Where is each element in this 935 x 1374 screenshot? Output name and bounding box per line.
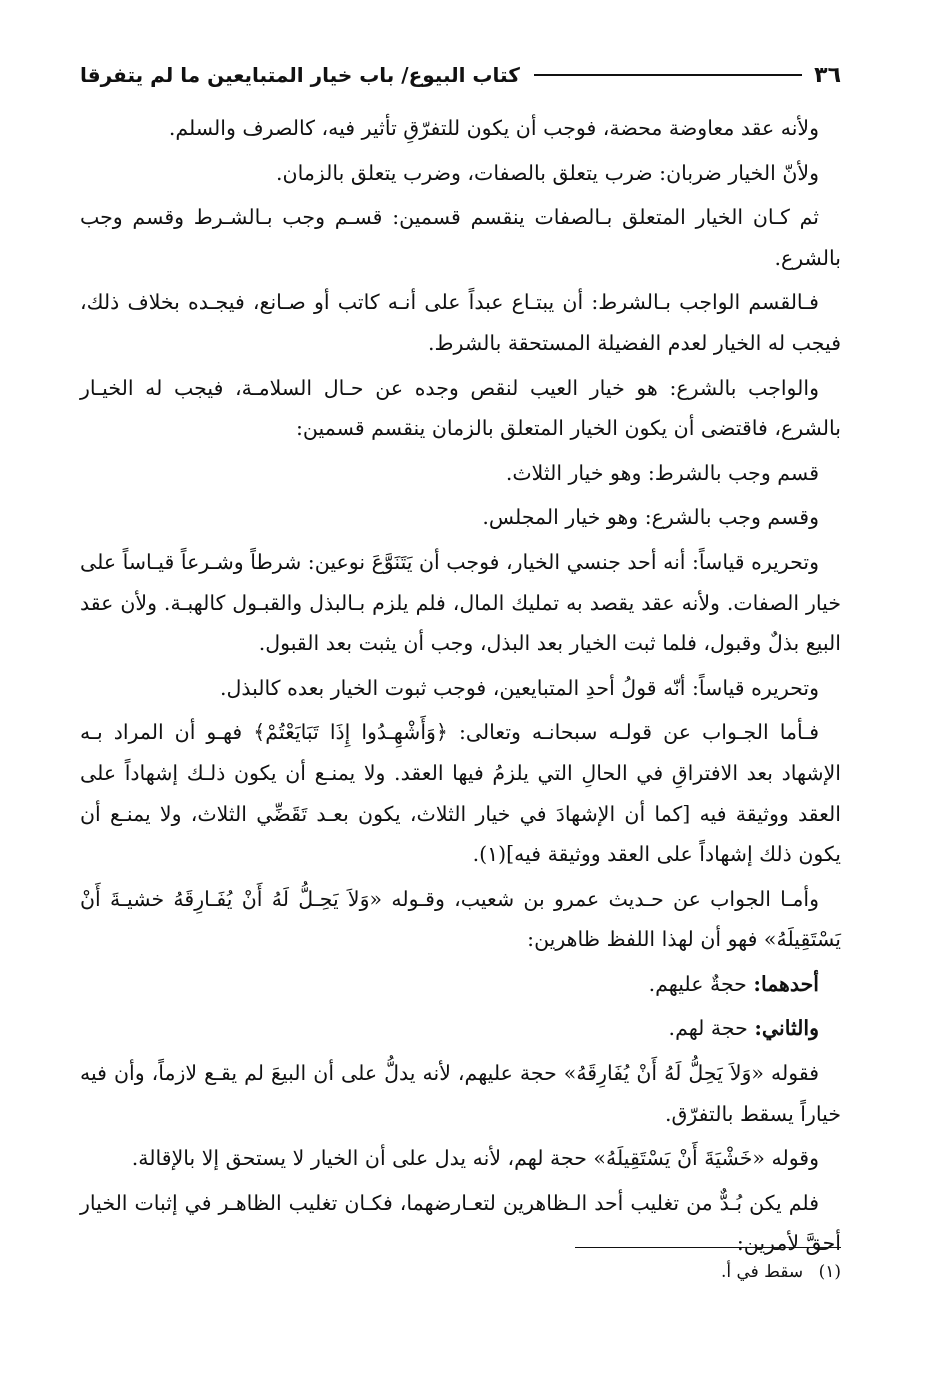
first-text: حجةٌ عليهم.: [648, 971, 747, 996]
footnote-separator: [575, 1247, 841, 1248]
footnote-text: سقط في أ.: [720, 1262, 804, 1282]
paragraph: وتحريره قياساً: أنه أحد جنسي الخيار، فوجب أن يَتَنَوَّعَ نوعين: شرطاً وشـرعاً قيـاساً على خيار الصفات. ولأنه عقد يقصد به تمليك المال، فلم يلزم بـالبذل والقبـول كالهبـة. ولأن عقد البيع بذلٌ وقبول، فلما ثبت الخيار بعد البذل، وجب أن يثبت بعد القبول.: [80, 549, 841, 656]
paragraph: قسم وجب بالشرط: وهو خيار الثلاث.: [505, 460, 819, 485]
paragraph: وقوله «خَشْيَةَ أَنْ يَسْتَقِيلَهُ» حجة لهم، لأنه يدل على أن الخيار لا يستحق إلا بالإقالة.: [131, 1146, 819, 1171]
header-title: كتاب البيوع/ باب خيار المتبايعين ما لم يتفرقا: [80, 63, 520, 87]
first-label: أحدهما:: [753, 971, 819, 996]
paragraph: فـالقسم الواجب بـالشرط: أن يبتـاع عبداً على أنـه كاتب أو صـانع، فيجـده بخلاف ذلك، فيجب له الخيار لعدم الفضيلة المستحقة بالشرط.: [80, 290, 841, 355]
paragraph: ثم كـان الخيار المتعلق بـالصفات ينقسم قسمين: قسـم وجب بـالشـرط وقسم وجب بالشرع.: [80, 205, 841, 270]
paragraph: والواجب بالشرع: هو خيار العيب لنقص وجده عن حـال السلامـة، فيجب له الخيـار بالشرع، فاقتضى أن يكون الخيار المتعلق بالزمان ينقسم قسمين:: [80, 375, 841, 441]
paragraph: وأمـا الجواب عن حـديث عمرو بن شعيب، وقـوله «وَلاَ يَحِـلُّ لَهُ أَنْ يُفَـارِقَهُ خشيـةَ أَنْ يَسْتَقِيلَهُ» فهو أن لهذا اللفظ ظاهرين:: [80, 886, 841, 952]
list-item-first: [80, 964, 841, 1005]
second-label: والثاني:: [754, 1016, 819, 1041]
list-item-second: [80, 1008, 841, 1049]
paragraph: ولأنّ الخيار ضربان: ضرب يتعلق بالصفات، وضرب يتعلق بالزمان.: [276, 160, 819, 185]
footnote-number: (١): [818, 1262, 841, 1282]
header-rule: [534, 74, 802, 76]
second-text: حجة لهم.: [668, 1016, 748, 1041]
paragraph: ولأنه عقد معاوضة محضة، فوجب أن يكون للتفرّقِ تأثير فيه، كالصرف والسلم.: [168, 116, 819, 140]
paragraph: فقوله «وَلاَ يَحِلُّ لَهُ أَنْ يُفَارِقَهُ» حجة عليهم، لأنه يدلُّ على أن البيعَ لم يقـع لازماً، وأن فيه خياراً يسقط بالتفرّق.: [80, 1061, 841, 1126]
page-number: ٣٦: [814, 62, 841, 88]
paragraph: فلم يكن بُـدٌّ من تغليب أحد الـظاهرين لتعـارضهما، فكـان تغليب الظاهـر في إثبات الخيار أحقَّ لأمرين:: [80, 1190, 841, 1256]
paragraph: وقسم وجب بالشرع: وهو خيار المجلس.: [482, 505, 819, 530]
footnote: [721, 1262, 841, 1282]
running-header: [80, 58, 841, 92]
paragraph: وتحريره قياساً: أنّه قولُ أحدِ المتبايعين، فوجب ثبوت الخيار بعده كالبذل.: [219, 675, 819, 700]
paragraph: فـأما الجـواب عن قولـه سبحانـه وتعالى: ﴿وَأَشْهِـدُوا إِذَا تَبَايَعْتُمْ﴾ فهـو أن المراد بـه الإشهاد بعد الافتراقِ في الحالِ التي يلزمُ فيها العقد. ولا يمنـع أن يكون ذلـك إشهاداً على العقد ووثيقة فيه [كما أن الإشهادَ في خيار الثلاث، يكون بعـد تَقَضِّي الثلاث، ولا يمنـع أن يكون ذلك إشهاداً على العقد ووثيقة فيه](١).: [80, 720, 841, 867]
page-body: [80, 108, 841, 1264]
